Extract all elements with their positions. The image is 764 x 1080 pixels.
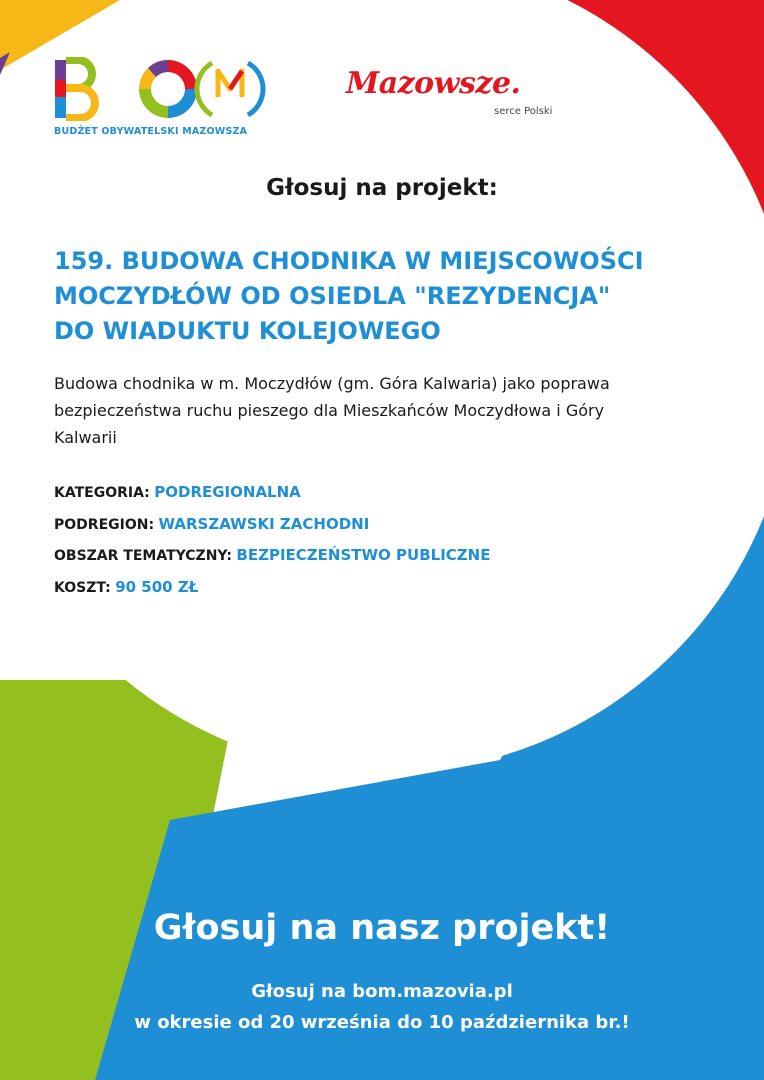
info-value: WARSZAWSKI ZACHODNI	[158, 514, 370, 533]
project-info	[54, 477, 490, 603]
info-row-category	[54, 477, 490, 509]
mazowsze-tagline: serce Polski	[494, 106, 553, 117]
description-line: Budowa chodnika w m. Moczydłów (gm. Góra Kalwaria) jako poprawa	[54, 374, 610, 393]
vote-website-line: Głosuj na bom.mazovia.pl	[251, 981, 513, 1002]
description-line: Kalwarii	[54, 428, 117, 447]
mazowsze-logo: Mazowsze.	[346, 66, 521, 101]
project-title-line: 159. BUDOWA CHODNIKA W MIEJSCOWOŚCI	[54, 247, 644, 275]
vote-period-line: w okresie od 20 września do 10 października br.!	[134, 1012, 630, 1033]
description-line: bezpieczeństwa ruchu pieszego dla Mieszkańców Moczydłowa i Góry	[54, 401, 605, 420]
info-row-cost	[54, 572, 490, 604]
call-to-action: Głosuj na nasz projekt!	[153, 908, 611, 948]
project-title-line: DO WIADUKTU KOLEJOWEGO	[54, 317, 441, 345]
info-row-subregion	[54, 509, 490, 541]
project-title-line: MOCZYDŁÓW OD OSIEDLA "REZYDENCJA"	[54, 282, 611, 310]
info-value: PODREGIONALNA	[154, 483, 301, 501]
info-label: PODREGION:	[54, 516, 155, 533]
info-value: BEZPIECZEŃSTWO PUBLICZNE	[236, 546, 491, 564]
bom-logo-caption: BUDŻET OBYWATELSKI MAZOWSZA	[54, 126, 248, 137]
project-description	[54, 370, 694, 451]
info-label: KOSZT:	[54, 579, 111, 596]
info-label: KATEGORIA:	[54, 485, 150, 501]
info-row-theme	[54, 540, 490, 572]
bom-logo	[52, 57, 268, 121]
info-value: 90 500 ZŁ	[115, 577, 199, 596]
vote-heading: Głosuj na projekt:	[266, 175, 498, 201]
project-title	[54, 244, 704, 349]
info-label: OBSZAR TEMATYCZNY:	[54, 548, 232, 564]
